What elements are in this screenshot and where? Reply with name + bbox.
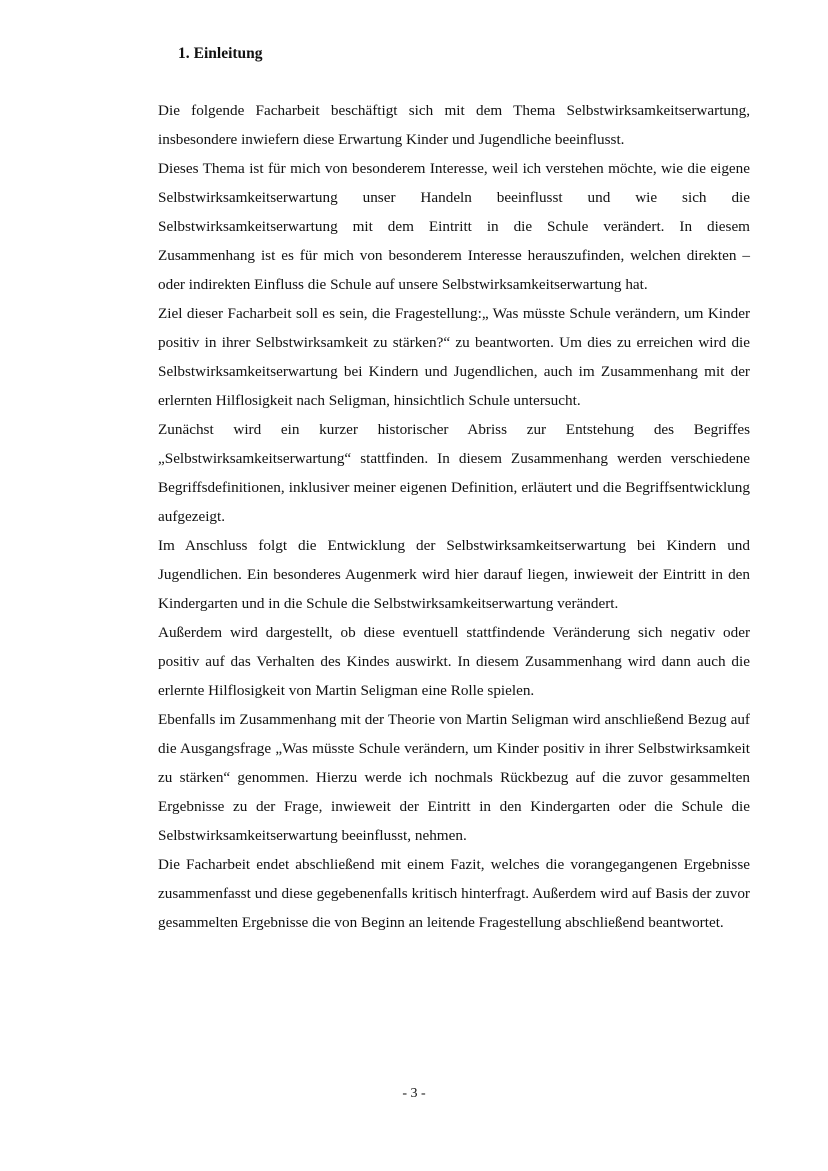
page-number: - 3 - (402, 1086, 426, 1101)
paragraph: Die folgende Facharbeit beschäftigt sich mit dem Thema Selbstwirksamkeitserwartung, insbesondere inwiefern diese Erwartung Kinder und Jugendliche beeinflusst. (158, 102, 750, 148)
body-text (158, 96, 750, 937)
paragraph: Zunächst wird ein kurzer historischer Abriss zur Entstehung des Begriffes „Selbstwirksamkeitserwartung“ stattfinden. In diesem Zusammenhang werden verschiedene Begriffsdefinitionen, inklusiver meiner eigenen Definition, erläutert und die Begriffsentwicklung aufgezeigt. (158, 421, 750, 525)
paragraph: Im Anschluss folgt die Entwicklung der Selbstwirksamkeitserwartung bei Kindern und Jugendlichen. Ein besonderes Augenmerk wird hier darauf liegen, inwieweit der Eintritt in den Kindergarten und in die Schule die Selbstwirksamkeitserwartung verändert. (158, 537, 750, 612)
paragraph: Die Facharbeit endet abschließend mit einem Fazit, welches die vorangegangenen Ergebnisse zusammenfasst und diese gegebenenfalls kritisch hinterfragt. Außerdem wird auf Basis der zuvor gesammelten Ergebnisse die von Beginn an leitende Fragestellung abschließend beantwortet. (158, 856, 750, 931)
paragraph: Ebenfalls im Zusammenhang mit der Theorie von Martin Seligman wird anschließend Bezug auf die Ausgangsfrage „Was müsste Schule verändern, um Kinder positiv in ihrer Selbstwirksamkeit zu stärken“ genommen. Hierzu werde ich nochmals Rückbezug auf die zuvor gesammelten Ergebnisse zu der Frage, inwieweit der Eintritt in den Kindergarten oder die Schule die Selbstwirksamkeitserwartung beeinflusst, nehmen. (158, 711, 750, 844)
paragraph: Ziel dieser Facharbeit soll es sein, die Fragestellung:„ Was müsste Schule verändern, um Kinder positiv in ihrer Selbstwirksamkeit zu stärken?“ zu beantworten. Um dies zu erreichen wird die Selbstwirksamkeitserwartung bei Kindern und Jugendlichen, auch im Zusammenhang mit der erlernten Hilflosigkeit nach Seligman, hinsichtlich Schule untersucht. (158, 305, 750, 409)
section-heading (178, 44, 263, 64)
paragraph: Dieses Thema ist für mich von besonderem Interesse, weil ich verstehen möchte, wie die eigene Selbstwirksamkeitserwartung unser Handeln beeinflusst und wie sich die Selbstwirksamkeitserwartung mit dem Eintritt in die Schule verändert. In diesem Zusammenhang ist es für mich von besonderem Interesse herauszufinden, welchen direkten – oder indirekten Einfluss die Schule auf unsere Selbstwirksamkeitserwartung hat. (158, 160, 750, 293)
paragraph: Außerdem wird dargestellt, ob diese eventuell stattfindende Veränderung sich negativ oder positiv auf das Verhalten des Kindes auswirkt. In diesem Zusammenhang wird dann auch die erlernte Hilflosigkeit von Martin Seligman eine Rolle spielen. (158, 624, 750, 699)
section-number: 1. (178, 45, 190, 62)
section-title: Einleitung (193, 45, 263, 62)
